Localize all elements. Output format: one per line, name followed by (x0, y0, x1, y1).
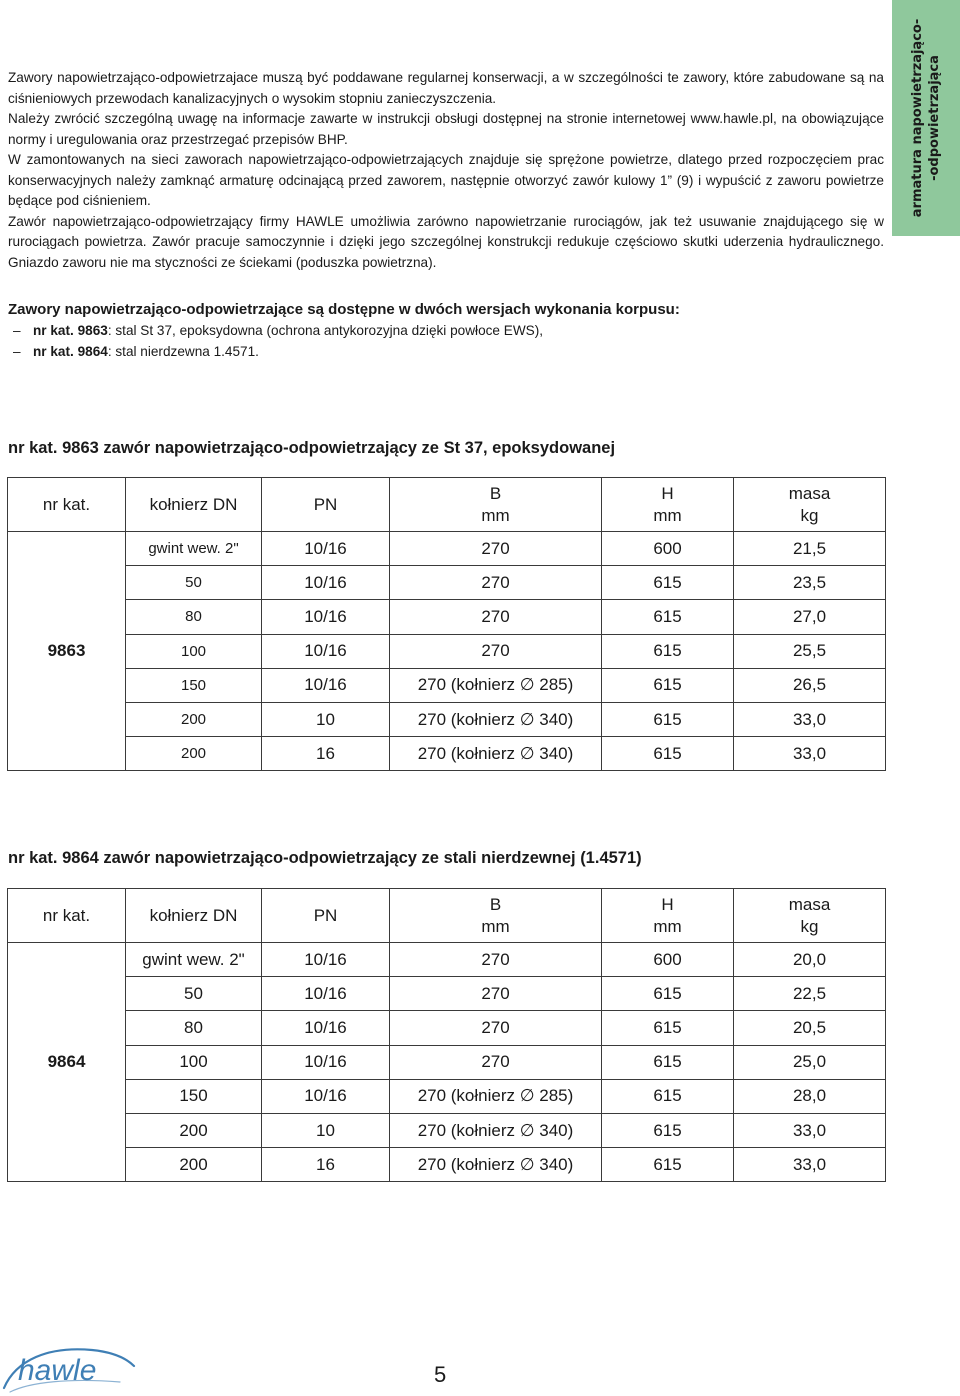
table-cell: 200 (126, 702, 262, 736)
table-cell: 100 (126, 1045, 262, 1079)
table-cell: 615 (602, 668, 734, 702)
table-cell: 33,0 (734, 737, 886, 771)
table-cell: 600 (602, 943, 734, 977)
table-cell: gwint wew. 2" (126, 943, 262, 977)
table-cell: 615 (602, 702, 734, 736)
table-row (8, 1011, 886, 1045)
table-cell: 20,5 (734, 1011, 886, 1045)
table-cell: 150 (126, 668, 262, 702)
intro-paragraph: Zawór napowietrzająco-odpowietrzający firmy HAWLE umożliwia zarówno napowietrzanie rurociągów, jak też usuwanie znajdującego się w rurociągach powietrza. Zawór pracuje samoczynnie i dzięki jego szczególnej konstrukcji redukuje częściowo skutki uderzenia hydraulicznego. Gniazdo zaworu nie ma styczności ze ściekami (poduszka powietrzna). (8, 213, 884, 270)
table-header-row (8, 889, 886, 943)
table-cell: 615 (602, 1045, 734, 1079)
table-cell: 270 (390, 600, 602, 634)
table-cell: 150 (126, 1079, 262, 1113)
catalog-number-cell: 9863 (8, 532, 126, 771)
col-header-cat: nr kat. (8, 478, 126, 532)
table-cell: 50 (126, 566, 262, 600)
table-cell: 33,0 (734, 702, 886, 736)
table-cell: 270 (390, 634, 602, 668)
section-title-9864: nr kat. 9864 zawór napowietrzająco-odpowietrzający ze stali nierdzewnej (1.4571) (8, 849, 642, 867)
logo-wordmark: hawle (18, 1354, 97, 1387)
table-cell: 270 (390, 977, 602, 1011)
table-cell: 10/16 (262, 634, 390, 668)
table-row (8, 1045, 886, 1079)
versions-list (8, 321, 888, 362)
table-cell: 10/16 (262, 532, 390, 566)
table-cell: 23,5 (734, 566, 886, 600)
hawle-logo (0, 1342, 140, 1396)
col-header-pn: PN (262, 889, 390, 943)
col-header-mass: masa kg (734, 889, 886, 943)
table-cell: 10/16 (262, 943, 390, 977)
col-header-pn: PN (262, 478, 390, 532)
catalog-number-cell: 9864 (8, 943, 126, 1182)
table-cell: 615 (602, 1148, 734, 1182)
table-cell: 20,0 (734, 943, 886, 977)
intro-paragraph: Należy zwrócić szczególną uwagę na informacje zawarte w instrukcji obsługi dostępnej na stronie internetowej www.hawle.pl, na obowiązujące normy i uregulowania oraz przestrzegać przepisów BHP. (8, 111, 884, 147)
table-cell: 10 (262, 1113, 390, 1147)
table-cell: 270 (390, 532, 602, 566)
table-cell: 200 (126, 1113, 262, 1147)
table-row (8, 1148, 886, 1182)
table-cell: 270 (kołnierz ∅ 340) (390, 737, 602, 771)
table-cell: 80 (126, 600, 262, 634)
table-cell: 615 (602, 600, 734, 634)
table-cell: 200 (126, 737, 262, 771)
col-header-dn: kołnierz DN (126, 889, 262, 943)
table-cell: 33,0 (734, 1113, 886, 1147)
table-row (8, 566, 886, 600)
spec-table-9864 (7, 888, 886, 1182)
table-cell: 270 (kołnierz ∅ 340) (390, 1148, 602, 1182)
intro-paragraph: W zamontowanych na sieci zaworach napowietrzająco-odpowietrzających znajduje się sprężone powietrze, dlatego przed rozpoczęciem prac konserwacyjnych należy zamknąć armaturę odcinającą przed zaworem, następnie otworzyć zawór kulowy 1” (9) i wypuścić z zaworu powietrze będące pod ciśnieniem. (8, 152, 884, 208)
col-header-b: B mm (390, 478, 602, 532)
col-header-h: H mm (602, 889, 734, 943)
table-cell: 615 (602, 977, 734, 1011)
table-cell: 16 (262, 1148, 390, 1182)
table-cell: 615 (602, 566, 734, 600)
page-number: 5 (434, 1362, 447, 1387)
table-header-row (8, 478, 886, 532)
table-row (8, 532, 886, 566)
table-cell: 16 (262, 737, 390, 771)
table-cell: 50 (126, 977, 262, 1011)
col-header-dn: kołnierz DN (126, 478, 262, 532)
table-cell: 270 (390, 1045, 602, 1079)
table-cell: 270 (kołnierz ∅ 340) (390, 702, 602, 736)
table-cell: 10/16 (262, 1079, 390, 1113)
table-cell: 270 (kołnierz ∅ 285) (390, 1079, 602, 1113)
table-cell: 600 (602, 532, 734, 566)
table-cell: 615 (602, 1113, 734, 1147)
table-cell: 100 (126, 634, 262, 668)
table-cell: 270 (kołnierz ∅ 285) (390, 668, 602, 702)
table-row (8, 977, 886, 1011)
table-cell: 25,5 (734, 634, 886, 668)
section-title-9863: nr kat. 9863 zawór napowietrzająco-odpowietrzający ze St 37, epoksydowanej (8, 439, 616, 457)
table-cell: 615 (602, 634, 734, 668)
table-cell: 22,5 (734, 977, 886, 1011)
spec-table-9863 (7, 477, 886, 771)
table-cell: 25,0 (734, 1045, 886, 1079)
table-cell: 10/16 (262, 668, 390, 702)
table-row (8, 702, 886, 736)
col-header-h: H mm (602, 478, 734, 532)
col-header-cat: nr kat. (8, 889, 126, 943)
table-cell: 27,0 (734, 600, 886, 634)
table-cell: 10/16 (262, 1045, 390, 1079)
table-cell: 80 (126, 1011, 262, 1045)
table-cell: 10/16 (262, 600, 390, 634)
table-cell: 270 (390, 943, 602, 977)
table-row (8, 943, 886, 977)
table-cell: 200 (126, 1148, 262, 1182)
table-cell: 615 (602, 1011, 734, 1045)
versions-heading: Zawory napowietrzająco-odpowietrzające są dostępne w dwóch wersjach wykonania korpusu: (8, 301, 680, 318)
side-tab-label: armatura napowietrzająco- -odpowietrzająca (910, 18, 942, 218)
table-cell: 270 (kołnierz ∅ 340) (390, 1113, 602, 1147)
col-header-mass: masa kg (734, 478, 886, 532)
table-row (8, 1079, 886, 1113)
table-cell: 28,0 (734, 1079, 886, 1113)
table-cell: 270 (390, 566, 602, 600)
table-cell: 615 (602, 1079, 734, 1113)
table-cell: gwint wew. 2" (126, 532, 262, 566)
intro-text (8, 68, 884, 273)
table-cell: 10/16 (262, 1011, 390, 1045)
list-item: – nr kat. 9863: stal St 37, epoksydowna (ochrona antykorozyjna dzięki powłoce EWS), (13, 323, 544, 338)
table-cell: 33,0 (734, 1148, 886, 1182)
table-cell: 615 (602, 737, 734, 771)
table-cell: 10 (262, 702, 390, 736)
side-section-tab (892, 0, 960, 236)
table-cell: 270 (390, 1011, 602, 1045)
table-cell: 26,5 (734, 668, 886, 702)
list-item: – nr kat. 9864: stal nierdzewna 1.4571. (13, 343, 259, 359)
table-cell: 10/16 (262, 977, 390, 1011)
table-row (8, 1113, 886, 1147)
table-cell: 21,5 (734, 532, 886, 566)
col-header-b: B mm (390, 889, 602, 943)
table-row (8, 600, 886, 634)
table-row (8, 634, 886, 668)
table-row (8, 737, 886, 771)
intro-paragraph: Zawory napowietrzająco-odpowietrzajace muszą być poddawane regularnej konserwacji, a w szczególności te zawory, które zabudowane są na ciśnieniowych przewodach kanalizacyjnych o wysokim stopniu zanieczyszczenia. (8, 70, 884, 106)
table-row (8, 668, 886, 702)
table-cell: 10/16 (262, 566, 390, 600)
